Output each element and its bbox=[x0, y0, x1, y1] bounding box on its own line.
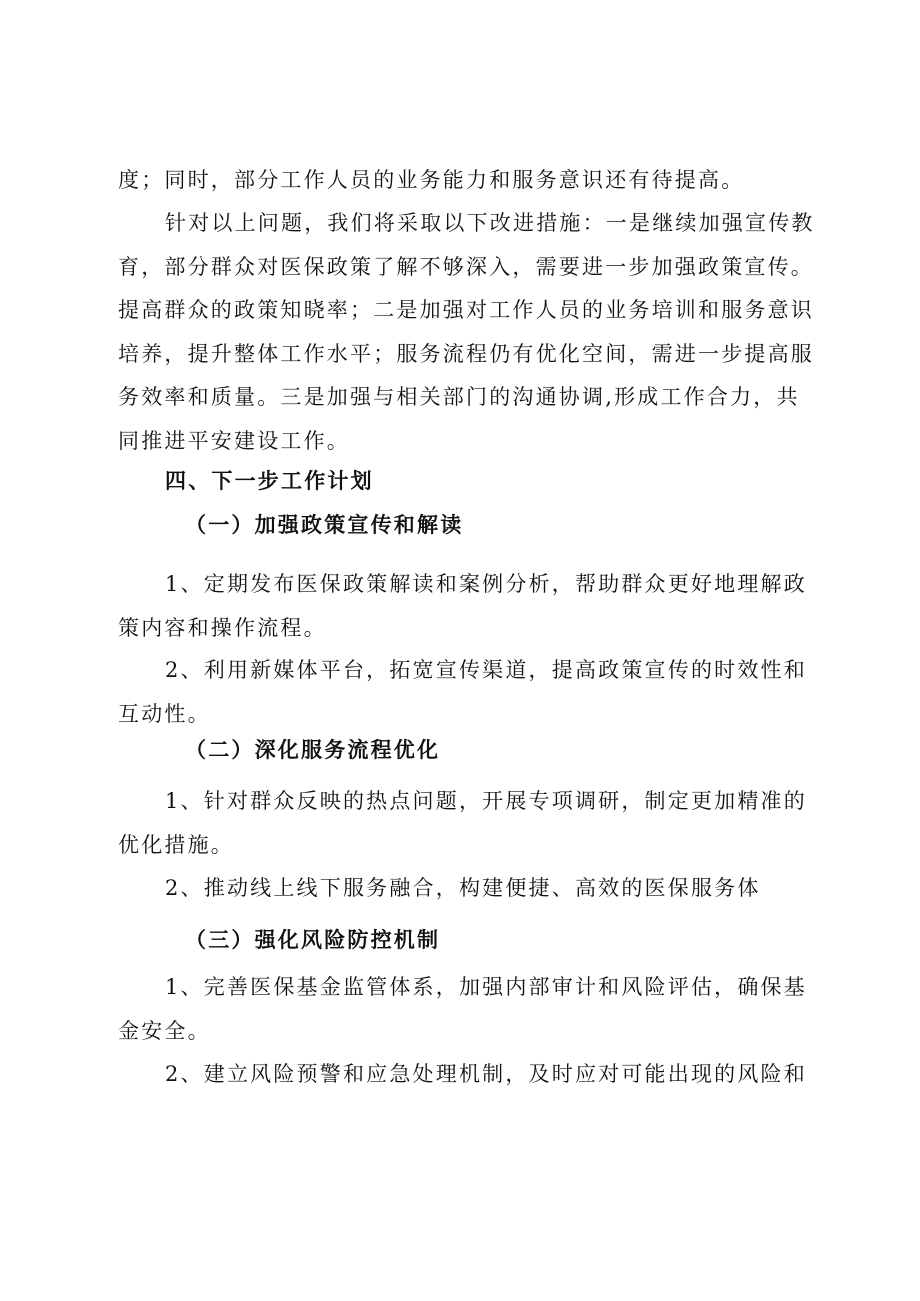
section-heading: 四、下一步工作计划 bbox=[165, 469, 374, 493]
list-item: 1、针对群众反映的热点问题，开展专项调研，制定更加精准的优化措施。 bbox=[118, 789, 807, 857]
subsection-heading-3: （三）强化风险防控机制 bbox=[185, 928, 441, 952]
list-item: 1、完善医保基金监管体系，加强内部审计和风险评估，确保基金安全。 bbox=[118, 975, 807, 1043]
paragraph-continuation: 度；同时，部分工作人员的业务能力和服务意识还有待提高。 bbox=[118, 168, 745, 192]
list-item: 2、推动线上线下服务融合，构建便捷、高效的医保服务体 bbox=[165, 876, 761, 900]
list-item: 2、利用新媒体平台，拓宽宣传渠道，提高政策宣传的时效性和互动性。 bbox=[118, 658, 807, 726]
list-item: 2、建立风险预警和应急处理机制，及时应对可能出现的风险和 bbox=[165, 1062, 807, 1086]
paragraph-improvement-measures: 针对以上问题，我们将采取以下改进措施：一是继续加强宣传教育，部分群众对医保政策了解不够深入，需要进一步加强政策宣传。提高群众的政策知晓率；二是加强对工作人员的业务培训和服务意识培养，提升整体工作水平；服务流程仍有优化空间，需进一步提高服务效率和质量。三是加强与相关部门的沟通协调,形成工作合力，共同推进平安建设工作。 bbox=[118, 211, 815, 453]
subsection-heading-1: （一）加强政策宣传和解读 bbox=[185, 513, 464, 537]
subsection-heading-2: （二）深化服务流程优化 bbox=[185, 738, 441, 762]
list-item: 1、定期发布医保政策解读和案例分析，帮助群众更好地理解政策内容和操作流程。 bbox=[118, 572, 807, 640]
